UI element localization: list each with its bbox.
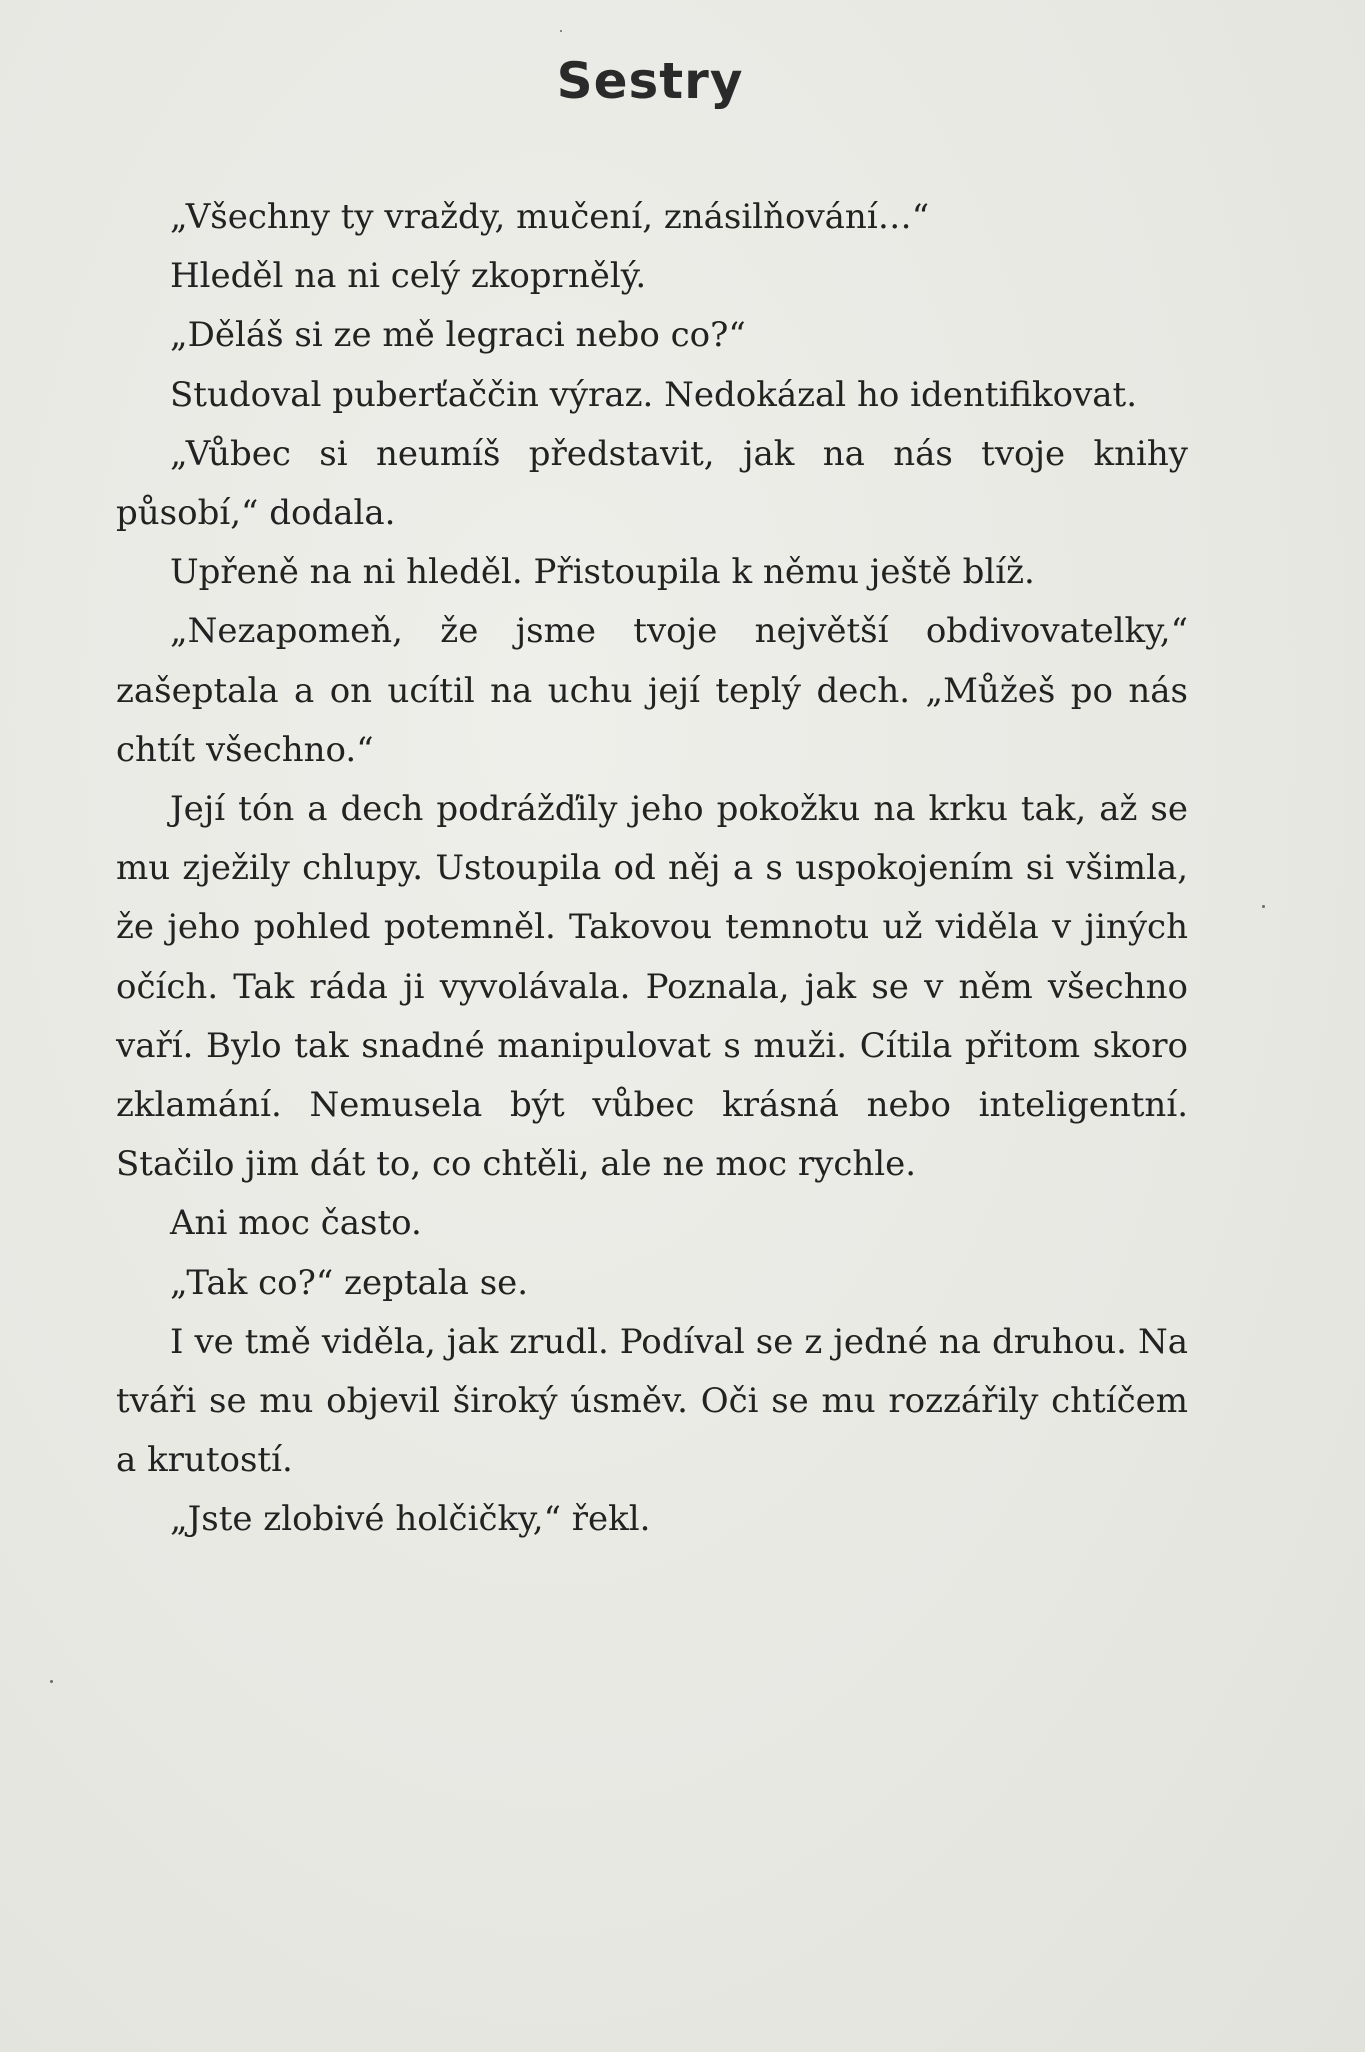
paragraph: „Vůbec si neumíš představit, jak na nás tvoje knihy působí,“ dodala. [116, 433, 1188, 534]
paragraph: Ani moc často. [170, 1203, 422, 1244]
paragraph: Upřeně na ni hleděl. Přistoupila k němu ještě blíž. [170, 552, 1035, 593]
paragraph: „Všechny ty vraždy, mučení, znásilňování…“ [170, 197, 930, 237]
paragraph: „Děláš si ze mě legraci nebo co?“ [170, 315, 746, 356]
paragraph: „Nezapomeň, že jsme tvoje největší obdivovatelky,“ zašeptala a on ucítil na uchu její teplý dech. „Můžeš po nás chtít všechno.“ [116, 611, 1188, 770]
body-text [116, 188, 1188, 1550]
running-header-title: Sestry [556, 52, 744, 110]
paragraph: Její tón a dech podrážďily jeho pokožku na krku tak, až se mu zježily chlupy. Ustoupila od něj a s uspokojením si všimla, že jeho pohled potemněl. Takovou temnotu už viděla v jiných očích. Tak ráda ji vyvolávala. Poznala, jak se v něm všechno vaří. Bylo tak snadné manipulovat s muži. Cítila přitom skoro zklamání. Nemusela být vůbec krásná nebo inteligentní. Stačilo jim dát to, co chtěli, ale ne moc rychle. [116, 789, 1188, 1185]
paragraph: „Jste zlobivé holčičky,“ řekl. [170, 1499, 651, 1540]
paper-speck [1262, 905, 1265, 908]
paper-speck [50, 1680, 53, 1683]
paragraph: Studoval puberťaččin výraz. Nedokázal ho identifikovat. [170, 374, 1138, 415]
paper-speck [560, 30, 562, 32]
paragraph: „Tak co?“ zeptala se. [170, 1262, 529, 1303]
paragraph: I ve tmě viděla, jak zrudl. Podíval se z jedné na druhou. Na tváři se mu objevil široký úsměv. Oči se mu rozzářily chtíčem a krutostí. [116, 1321, 1188, 1481]
paragraph: Hleděl na ni celý zkoprnělý. [170, 256, 647, 297]
